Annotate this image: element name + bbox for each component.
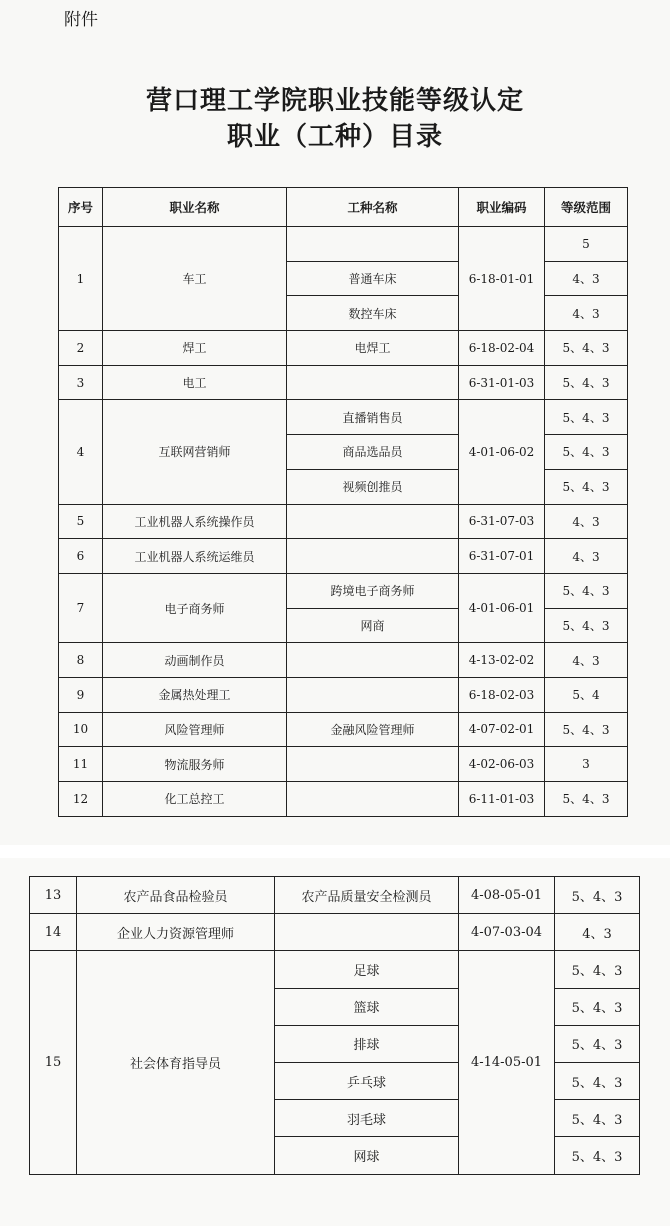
occupation-code: 6-31-01-03 bbox=[459, 365, 545, 400]
occupation-name: 金属热处理工 bbox=[103, 677, 287, 712]
work-type-name bbox=[287, 539, 459, 574]
work-type-name bbox=[287, 643, 459, 678]
occupation-code: 6-31-07-03 bbox=[459, 504, 545, 539]
row-number: 4 bbox=[59, 400, 103, 504]
header-occupation: 职业名称 bbox=[103, 188, 287, 227]
header-no: 序号 bbox=[59, 188, 103, 227]
row-number: 9 bbox=[59, 677, 103, 712]
occupation-name: 化工总控工 bbox=[103, 782, 287, 817]
table-row bbox=[59, 573, 628, 608]
occupation-name: 工业机器人系统运维员 bbox=[103, 539, 287, 574]
document-title: 营口理工学院职业技能等级认定 bbox=[145, 86, 524, 116]
table-body-continued bbox=[30, 877, 640, 1175]
occupation-name: 电工 bbox=[103, 365, 287, 400]
row-number: 12 bbox=[59, 782, 103, 817]
work-type-name: 电焊工 bbox=[287, 331, 459, 366]
row-number: 7 bbox=[59, 573, 103, 642]
work-type-name: 排球 bbox=[275, 1025, 459, 1062]
work-type-name: 数控车床 bbox=[287, 296, 459, 331]
occupation-table-continued bbox=[29, 876, 640, 1175]
row-number: 3 bbox=[59, 365, 103, 400]
table-row bbox=[59, 504, 628, 539]
level-range: 5、4、3 bbox=[545, 469, 628, 504]
level-range: 5 bbox=[545, 227, 628, 262]
row-number: 1 bbox=[59, 227, 103, 331]
work-type-name: 网商 bbox=[287, 608, 459, 643]
work-type-name bbox=[287, 747, 459, 782]
occupation-table bbox=[58, 187, 628, 817]
level-range: 5、4、3 bbox=[555, 951, 640, 988]
work-type-name: 视频创推员 bbox=[287, 469, 459, 504]
occupation-name: 工业机器人系统操作员 bbox=[103, 504, 287, 539]
table-row bbox=[59, 331, 628, 366]
level-range: 4、3 bbox=[545, 261, 628, 296]
level-range: 5、4、3 bbox=[545, 712, 628, 747]
table-row bbox=[59, 747, 628, 782]
work-type-name: 商品选品员 bbox=[287, 435, 459, 470]
level-range: 4、3 bbox=[545, 539, 628, 574]
level-range: 5、4、3 bbox=[545, 435, 628, 470]
work-type-name: 金融风险管理师 bbox=[287, 712, 459, 747]
occupation-name: 动画制作员 bbox=[103, 643, 287, 678]
level-range: 5、4、3 bbox=[545, 331, 628, 366]
level-range: 4、3 bbox=[545, 296, 628, 331]
table-row bbox=[59, 782, 628, 817]
table-row bbox=[59, 677, 628, 712]
work-type-name bbox=[287, 782, 459, 817]
table-row bbox=[59, 227, 628, 262]
occupation-code: 4-07-02-01 bbox=[459, 712, 545, 747]
work-type-name bbox=[287, 365, 459, 400]
header-work-type: 工种名称 bbox=[287, 188, 459, 227]
level-range: 4、3 bbox=[545, 504, 628, 539]
occupation-name: 风险管理师 bbox=[103, 712, 287, 747]
table-row bbox=[59, 400, 628, 435]
work-type-name: 跨境电子商务师 bbox=[287, 573, 459, 608]
occupation-code: 4-13-02-02 bbox=[459, 643, 545, 678]
occupation-code: 6-18-02-03 bbox=[459, 677, 545, 712]
level-range: 5、4、3 bbox=[545, 782, 628, 817]
row-number: 14 bbox=[30, 914, 77, 951]
row-number: 5 bbox=[59, 504, 103, 539]
work-type-name bbox=[275, 914, 459, 951]
row-number: 8 bbox=[59, 643, 103, 678]
occupation-name: 互联网营销师 bbox=[103, 400, 287, 504]
row-number: 11 bbox=[59, 747, 103, 782]
occupation-name: 车工 bbox=[103, 227, 287, 331]
work-type-name: 直播销售员 bbox=[287, 400, 459, 435]
document-subtitle: 职业（工种）目录 bbox=[226, 122, 443, 152]
work-type-name: 普通车床 bbox=[287, 261, 459, 296]
attachment-label: 附件 bbox=[64, 10, 98, 30]
occupation-name: 电子商务师 bbox=[103, 573, 287, 642]
row-number: 15 bbox=[30, 951, 77, 1174]
level-range: 4、3 bbox=[545, 643, 628, 678]
occupation-code: 4-01-06-01 bbox=[459, 573, 545, 642]
table-row bbox=[59, 539, 628, 574]
header-level: 等级范围 bbox=[545, 188, 628, 227]
table-header-row bbox=[59, 188, 628, 227]
work-type-name: 足球 bbox=[275, 951, 459, 988]
row-number: 2 bbox=[59, 331, 103, 366]
level-range: 5、4、3 bbox=[545, 400, 628, 435]
level-range: 5、4、3 bbox=[545, 608, 628, 643]
occupation-code: 6-11-01-03 bbox=[459, 782, 545, 817]
header-code: 职业编码 bbox=[459, 188, 545, 227]
level-range: 5、4、3 bbox=[555, 1025, 640, 1062]
occupation-name: 物流服务师 bbox=[103, 747, 287, 782]
work-type-name: 乒乓球 bbox=[275, 1062, 459, 1099]
table-row bbox=[30, 914, 640, 951]
occupation-code: 4-14-05-01 bbox=[459, 951, 555, 1174]
occupation-code: 4-02-06-03 bbox=[459, 747, 545, 782]
row-number: 13 bbox=[30, 877, 77, 914]
table-row bbox=[59, 365, 628, 400]
table-row bbox=[30, 951, 640, 988]
level-range: 3 bbox=[545, 747, 628, 782]
table-body bbox=[59, 227, 628, 817]
work-type-name bbox=[287, 227, 459, 262]
work-type-name: 羽毛球 bbox=[275, 1100, 459, 1137]
occupation-code: 4-07-03-04 bbox=[459, 914, 555, 951]
table-row bbox=[30, 877, 640, 914]
level-range: 5、4、3 bbox=[555, 988, 640, 1025]
row-number: 6 bbox=[59, 539, 103, 574]
table-row bbox=[59, 643, 628, 678]
occupation-code: 6-18-02-04 bbox=[459, 331, 545, 366]
occupation-code: 4-01-06-02 bbox=[459, 400, 545, 504]
occupation-name: 农产品食品检验员 bbox=[77, 877, 275, 914]
occupation-code: 6-18-01-01 bbox=[459, 227, 545, 331]
level-range: 5、4、3 bbox=[545, 365, 628, 400]
work-type-name: 农产品质量安全检测员 bbox=[275, 877, 459, 914]
occupation-name: 社会体育指导员 bbox=[77, 951, 275, 1174]
level-range: 4、3 bbox=[555, 914, 640, 951]
work-type-name bbox=[287, 677, 459, 712]
work-type-name: 篮球 bbox=[275, 988, 459, 1025]
row-number: 10 bbox=[59, 712, 103, 747]
occupation-name: 企业人力资源管理师 bbox=[77, 914, 275, 951]
level-range: 5、4、3 bbox=[555, 1062, 640, 1099]
level-range: 5、4 bbox=[545, 677, 628, 712]
table-row bbox=[59, 712, 628, 747]
occupation-code: 6-31-07-01 bbox=[459, 539, 545, 574]
level-range: 5、4、3 bbox=[545, 573, 628, 608]
work-type-name: 网球 bbox=[275, 1137, 459, 1174]
occupation-code: 4-08-05-01 bbox=[459, 877, 555, 914]
level-range: 5、4、3 bbox=[555, 1100, 640, 1137]
level-range: 5、4、3 bbox=[555, 1137, 640, 1174]
work-type-name bbox=[287, 504, 459, 539]
level-range: 5、4、3 bbox=[555, 877, 640, 914]
occupation-name: 焊工 bbox=[103, 331, 287, 366]
